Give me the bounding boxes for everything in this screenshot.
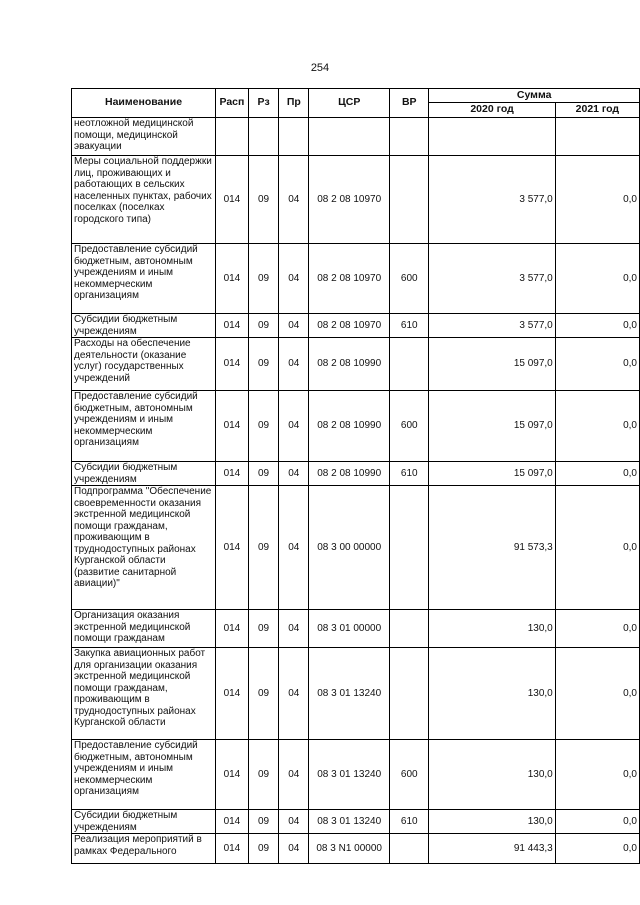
row-name: Закупка авиационных работ для организации оказания экстренной медицинской помощи гражданам, проживающим в труднодоступных районах Курганской области [72,648,216,740]
row-sum-2021: 0,0 [555,338,639,391]
row-sum-2021: 0,0 [555,648,639,740]
row-pr: 04 [279,338,309,391]
row-name: Подпрограмма "Обеспечение своевременности оказания экстренной медицинской помощи гражданам, проживающим в труднодоступных районах Курганской области (развитие санитарной авиации)" [72,486,216,610]
table-row [72,156,640,244]
row-rasp: 014 [216,462,249,486]
page-number: 254 [310,62,330,74]
col-header-rasp: Расп [216,89,249,118]
row-csr: 08 3 01 13240 [309,740,390,810]
row-sum-2020: 130,0 [429,610,555,648]
row-sum-2020: 15 097,0 [429,391,555,462]
row-pr: 04 [279,648,309,740]
row-name: Предоставление субсидий бюджетным, автономным учреждениям и иным некоммерческим организациям [72,740,216,810]
row-csr: 08 3 00 00000 [309,486,390,610]
row-sum-2020: 130,0 [429,810,555,834]
row-rz: 09 [248,338,279,391]
table-row [72,314,640,338]
budget-table [71,88,640,864]
table-row [72,486,640,610]
row-rz: 09 [248,648,279,740]
row-rz: 09 [248,156,279,244]
row-pr: 04 [279,156,309,244]
row-sum-2021: 0,0 [555,314,639,338]
row-vr: 600 [390,740,429,810]
row-sum-2021: 0,0 [555,834,639,864]
row-vr [390,338,429,391]
row-sum-2020: 130,0 [429,740,555,810]
row-rasp: 014 [216,610,249,648]
row-rz: 09 [248,740,279,810]
row-rz: 09 [248,314,279,338]
row-pr: 04 [279,810,309,834]
col-header-csr: ЦСР [309,89,390,118]
row-sum-2020: 3 577,0 [429,244,555,314]
row-pr: 04 [279,391,309,462]
row-sum-2021: 0,0 [555,486,639,610]
row-rasp: 014 [216,156,249,244]
table-row [72,834,640,864]
col-header-vr: ВР [390,89,429,118]
row-rasp: 014 [216,810,249,834]
row-rasp: 014 [216,244,249,314]
row-vr: 610 [390,314,429,338]
row-rz: 09 [248,810,279,834]
table-row [72,244,640,314]
row-rasp: 014 [216,391,249,462]
col-header-pr: Пр [279,89,309,118]
row-csr: 08 2 08 10970 [309,244,390,314]
row-sum-2020: 91 573,3 [429,486,555,610]
row-sum-2020: 91 443,3 [429,834,555,864]
row-csr: 08 2 08 10990 [309,338,390,391]
row-vr: 600 [390,391,429,462]
row-pr: 04 [279,834,309,864]
row-vr: 610 [390,462,429,486]
row-sum-2020: 3 577,0 [429,156,555,244]
row-csr: 08 3 01 00000 [309,610,390,648]
row-rz: 09 [248,834,279,864]
row-rasp: 014 [216,486,249,610]
row-sum-2021: 0,0 [555,156,639,244]
row-sum-2021: 0,0 [555,244,639,314]
row-rz: 09 [248,486,279,610]
row-vr [390,610,429,648]
row-name: Субсидии бюджетным учреждениям [72,810,216,834]
row-rz: 09 [248,610,279,648]
col-header-2020: 2020 год [429,103,555,118]
row-sum-2020: 15 097,0 [429,462,555,486]
row-pr: 04 [279,462,309,486]
row-vr [390,648,429,740]
row-csr: 08 3 N1 00000 [309,834,390,864]
table-row [72,740,640,810]
row-name: Меры социальной поддержки лиц, проживающих и работающих в сельских населенных пунктах, рабочих поселках (поселках городского типа) [72,156,216,244]
row-rasp: 014 [216,834,249,864]
row-sum-2020: 3 577,0 [429,314,555,338]
row-name: неотложной медицинской помощи, медицинской эвакуации [72,118,216,156]
col-header-summa: Сумма [429,89,640,103]
table-row [72,648,640,740]
row-name: Расходы на обеспечение деятельности (оказание услуг) государственных учреждений [72,338,216,391]
row-rasp: 014 [216,338,249,391]
row-name: Предоставление субсидий бюджетным, автономным учреждениям и иным некоммерческим организациям [72,244,216,314]
row-pr: 04 [279,314,309,338]
row-rasp: 014 [216,740,249,810]
row-vr: 600 [390,244,429,314]
row-name: Субсидии бюджетным учреждениям [72,314,216,338]
row-vr [390,834,429,864]
row-vr [390,118,429,156]
row-csr [309,118,390,156]
row-name: Реализация мероприятий в рамках Федерального [72,834,216,864]
row-csr: 08 3 01 13240 [309,648,390,740]
table-row [72,810,640,834]
row-vr [390,486,429,610]
row-rasp: 014 [216,648,249,740]
row-csr: 08 2 08 10970 [309,156,390,244]
row-sum-2021: 0,0 [555,810,639,834]
row-csr: 08 2 08 10990 [309,391,390,462]
col-header-name: Наименование [72,89,216,118]
row-name: Организация оказания экстренной медицинской помощи гражданам [72,610,216,648]
row-sum-2020: 130,0 [429,648,555,740]
col-header-rz: Рз [248,89,279,118]
row-rz [248,118,279,156]
row-rz: 09 [248,391,279,462]
row-sum-2021: 0,0 [555,740,639,810]
row-pr: 04 [279,486,309,610]
row-pr [279,118,309,156]
row-pr: 04 [279,244,309,314]
row-sum-2020: 15 097,0 [429,338,555,391]
row-sum-2021 [555,118,639,156]
col-header-2021: 2021 год [555,103,639,118]
table-row [72,391,640,462]
row-vr: 610 [390,810,429,834]
table-row [72,462,640,486]
row-vr [390,156,429,244]
row-name: Предоставление субсидий бюджетным, автономным учреждениям и иным некоммерческим организациям [72,391,216,462]
row-pr: 04 [279,610,309,648]
row-sum-2020 [429,118,555,156]
table-row [72,610,640,648]
row-name: Субсидии бюджетным учреждениям [72,462,216,486]
row-rz: 09 [248,462,279,486]
row-csr: 08 2 08 10990 [309,462,390,486]
row-rz: 09 [248,244,279,314]
row-pr: 04 [279,740,309,810]
table-row [72,338,640,391]
row-rasp [216,118,249,156]
row-sum-2021: 0,0 [555,610,639,648]
row-sum-2021: 0,0 [555,391,639,462]
row-rasp: 014 [216,314,249,338]
row-csr: 08 2 08 10970 [309,314,390,338]
row-csr: 08 3 01 13240 [309,810,390,834]
row-sum-2021: 0,0 [555,462,639,486]
table-row [72,118,640,156]
